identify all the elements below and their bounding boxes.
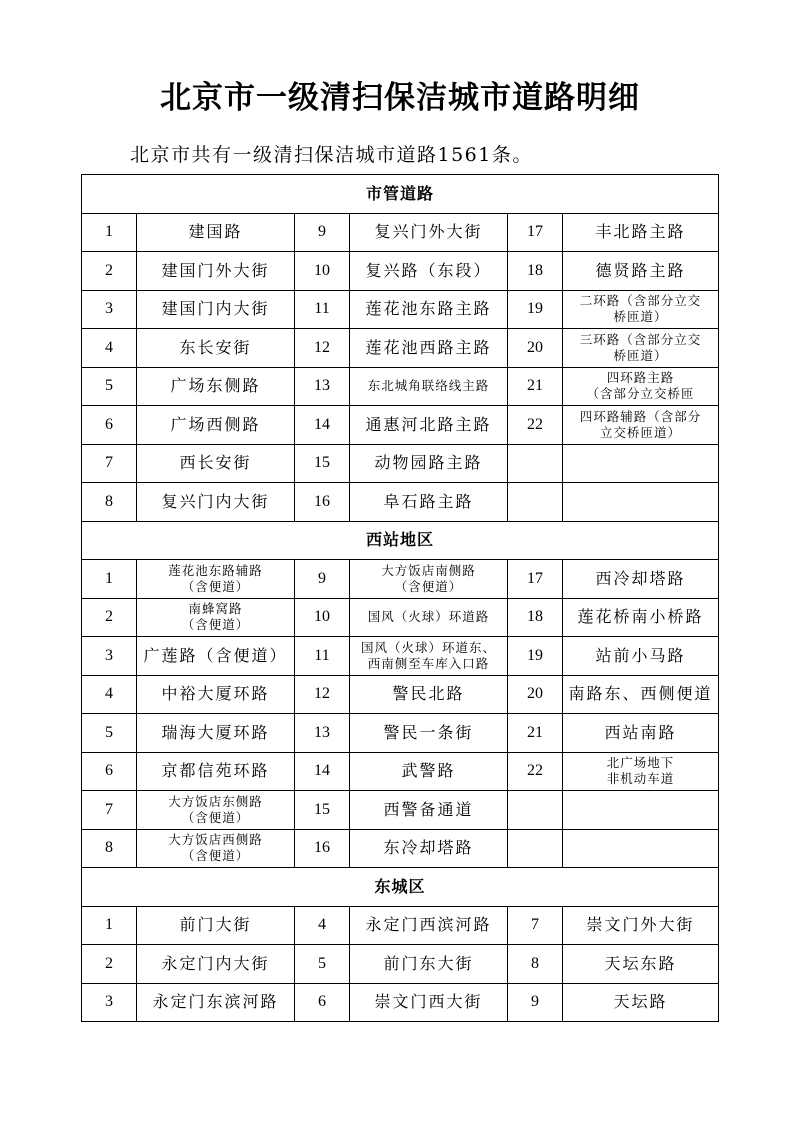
- road-name: 西长安街: [137, 444, 295, 483]
- road-name: 西冷却塔路: [563, 560, 719, 599]
- road-name: 崇文门西大街: [350, 983, 508, 1022]
- road-name-line-2: 桥匝道）: [613, 309, 668, 325]
- road-name-line-1: 四环路辅路（含部分: [579, 408, 702, 424]
- road-number: 6: [295, 983, 350, 1022]
- table-row: [82, 791, 719, 830]
- road-number: [508, 829, 563, 868]
- road-name-line-1: 大方饭店东侧路: [168, 793, 263, 809]
- road-name: 前门东大街: [350, 945, 508, 984]
- table-row: [82, 444, 719, 483]
- section-title: 西站地区: [82, 521, 719, 560]
- road-number: 14: [295, 406, 350, 445]
- road-name-line-1: 大方饭店南侧路: [381, 562, 476, 578]
- road-name: 德贤路主路: [563, 252, 719, 291]
- document-title: 北京市一级清扫保洁城市道路明细: [160, 80, 640, 116]
- road-number: 3: [82, 290, 137, 329]
- table-row: [82, 406, 719, 445]
- road-name: 崇文门外大街: [563, 906, 719, 945]
- road-number: 17: [508, 560, 563, 599]
- road-number: 5: [295, 945, 350, 984]
- road-number: 13: [295, 367, 350, 406]
- road-number: 5: [82, 714, 137, 753]
- road-number: 21: [508, 367, 563, 406]
- road-table-body: [82, 175, 719, 1022]
- road-name-line-2: （含部分立交桥匝: [586, 386, 695, 402]
- road-name: 广莲路（含便道）: [137, 637, 295, 676]
- road-number: 20: [508, 675, 563, 714]
- road-name: [137, 829, 295, 868]
- table-row: [82, 367, 719, 406]
- document-intro: 北京市共有一级清扫保洁城市道路1561条。: [130, 144, 533, 166]
- table-row: [82, 560, 719, 599]
- road-number: 11: [295, 290, 350, 329]
- road-name: 天坛路: [563, 983, 719, 1022]
- road-number: 2: [82, 598, 137, 637]
- road-name: 复兴门外大街: [350, 213, 508, 252]
- road-name: 瑞海大厦环路: [137, 714, 295, 753]
- road-name: [563, 406, 719, 445]
- road-name: 广场西侧路: [137, 406, 295, 445]
- road-number: 22: [508, 406, 563, 445]
- road-name: 天坛东路: [563, 945, 719, 984]
- table-row: [82, 637, 719, 676]
- road-number: 3: [82, 637, 137, 676]
- road-name: 建国门内大街: [137, 290, 295, 329]
- road-name: 站前小马路: [563, 637, 719, 676]
- road-name-line-2: （含便道）: [181, 848, 250, 864]
- road-number: 1: [82, 906, 137, 945]
- table-row: [82, 213, 719, 252]
- road-number: 8: [82, 483, 137, 522]
- road-name: [350, 560, 508, 599]
- road-number: 22: [508, 752, 563, 791]
- road-number: 12: [295, 675, 350, 714]
- road-name: 莲花池东路主路: [350, 290, 508, 329]
- road-number: [508, 483, 563, 522]
- road-name-line-1: 北广场地下: [606, 755, 675, 771]
- road-number: 15: [295, 791, 350, 830]
- road-number: 9: [295, 213, 350, 252]
- road-number: 17: [508, 213, 563, 252]
- road-name: 永定门西滨河路: [350, 906, 508, 945]
- road-number: 1: [82, 213, 137, 252]
- road-name: [137, 598, 295, 637]
- road-number: 7: [508, 906, 563, 945]
- road-name: [137, 791, 295, 830]
- road-name: 东长安街: [137, 329, 295, 368]
- road-name: 西警备通道: [350, 791, 508, 830]
- road-name: 复兴门内大街: [137, 483, 295, 522]
- road-number: 9: [295, 560, 350, 599]
- road-name: [563, 367, 719, 406]
- road-number: 8: [508, 945, 563, 984]
- road-name: 阜石路主路: [350, 483, 508, 522]
- section-header-row: [82, 868, 719, 907]
- table-row: [82, 714, 719, 753]
- table-row: [82, 598, 719, 637]
- road-name-line-2: （含便道）: [394, 578, 463, 594]
- road-name: 警民北路: [350, 675, 508, 714]
- table-row: [82, 329, 719, 368]
- road-name: 广场东侧路: [137, 367, 295, 406]
- road-number: 4: [295, 906, 350, 945]
- road-number: [508, 444, 563, 483]
- road-number: 15: [295, 444, 350, 483]
- road-number: 2: [82, 945, 137, 984]
- road-number: 4: [82, 329, 137, 368]
- road-number: 9: [508, 983, 563, 1022]
- road-number: 20: [508, 329, 563, 368]
- road-name: 永定门东滨河路: [137, 983, 295, 1022]
- road-name: 中裕大厦环路: [137, 675, 295, 714]
- road-name-line-2: （含便道）: [181, 617, 250, 633]
- table-row: [82, 675, 719, 714]
- section-title: 东城区: [82, 868, 719, 907]
- road-number: 21: [508, 714, 563, 753]
- road-name: 莲花池西路主路: [350, 329, 508, 368]
- road-name: 京都信苑环路: [137, 752, 295, 791]
- road-name-line-2: 非机动车道: [606, 771, 675, 787]
- table-row: [82, 829, 719, 868]
- table-row: [82, 290, 719, 329]
- road-name-line-1: 四环路主路: [606, 370, 675, 386]
- road-number: 5: [82, 367, 137, 406]
- road-number: 13: [295, 714, 350, 753]
- road-number: 10: [295, 252, 350, 291]
- road-name: 东北城角联络线主路: [350, 367, 508, 406]
- road-name: [563, 752, 719, 791]
- section-title: 市管道路: [82, 175, 719, 214]
- road-name-line-1: 三环路（含部分立交: [579, 331, 702, 347]
- road-name: 国风（火球）环道路: [350, 598, 508, 637]
- road-name: 南路东、西侧便道: [563, 675, 719, 714]
- road-name-line-2: 西南侧至车库入口路: [367, 655, 490, 671]
- road-number: 7: [82, 791, 137, 830]
- road-name: 通惠河北路主路: [350, 406, 508, 445]
- road-name: 东冷却塔路: [350, 829, 508, 868]
- road-number: 14: [295, 752, 350, 791]
- road-number: 3: [82, 983, 137, 1022]
- road-number: 7: [82, 444, 137, 483]
- road-name: 丰北路主路: [563, 213, 719, 252]
- road-name: [563, 444, 719, 483]
- road-number: 6: [82, 406, 137, 445]
- road-number: 18: [508, 252, 563, 291]
- road-name: 前门大街: [137, 906, 295, 945]
- road-name: 莲花桥南小桥路: [563, 598, 719, 637]
- road-number: 11: [295, 637, 350, 676]
- road-name: [563, 483, 719, 522]
- road-number: 8: [82, 829, 137, 868]
- road-name: 复兴路（东段）: [350, 252, 508, 291]
- road-number: 6: [82, 752, 137, 791]
- road-number: 16: [295, 483, 350, 522]
- road-name: 永定门内大街: [137, 945, 295, 984]
- road-name-line-1: 二环路（含部分立交: [579, 293, 702, 309]
- road-name: [563, 290, 719, 329]
- road-number: 19: [508, 290, 563, 329]
- table-row: [82, 252, 719, 291]
- road-number: 2: [82, 252, 137, 291]
- road-name-line-2: 立交桥匝道）: [600, 424, 682, 440]
- road-name: 西站南路: [563, 714, 719, 753]
- road-number: 10: [295, 598, 350, 637]
- road-number: 1: [82, 560, 137, 599]
- road-name-line-2: （含便道）: [181, 809, 250, 825]
- road-name: [350, 637, 508, 676]
- road-name: [563, 329, 719, 368]
- road-name: 动物园路主路: [350, 444, 508, 483]
- road-name: [563, 829, 719, 868]
- road-number: [508, 791, 563, 830]
- road-name-line-2: 桥匝道）: [613, 347, 668, 363]
- road-name: 建国门外大街: [137, 252, 295, 291]
- table-row: [82, 906, 719, 945]
- road-table: [81, 174, 719, 1022]
- road-name-line-1: 大方饭店西侧路: [168, 832, 263, 848]
- road-name: [137, 560, 295, 599]
- road-name: 建国路: [137, 213, 295, 252]
- road-number: 4: [82, 675, 137, 714]
- road-name: 警民一条街: [350, 714, 508, 753]
- road-number: 18: [508, 598, 563, 637]
- road-name: 武警路: [350, 752, 508, 791]
- road-name-line-1: 南蜂窝路: [188, 601, 243, 617]
- section-header-row: [82, 175, 719, 214]
- road-name-line-1: 国风（火球）环道东、: [360, 639, 496, 655]
- road-name: [563, 791, 719, 830]
- road-number: 12: [295, 329, 350, 368]
- road-number: 19: [508, 637, 563, 676]
- table-row: [82, 945, 719, 984]
- road-number: 16: [295, 829, 350, 868]
- table-row: [82, 752, 719, 791]
- road-name-line-2: （含便道）: [181, 578, 250, 594]
- section-header-row: [82, 521, 719, 560]
- table-row: [82, 983, 719, 1022]
- table-row: [82, 483, 719, 522]
- road-name-line-1: 莲花池东路辅路: [168, 562, 263, 578]
